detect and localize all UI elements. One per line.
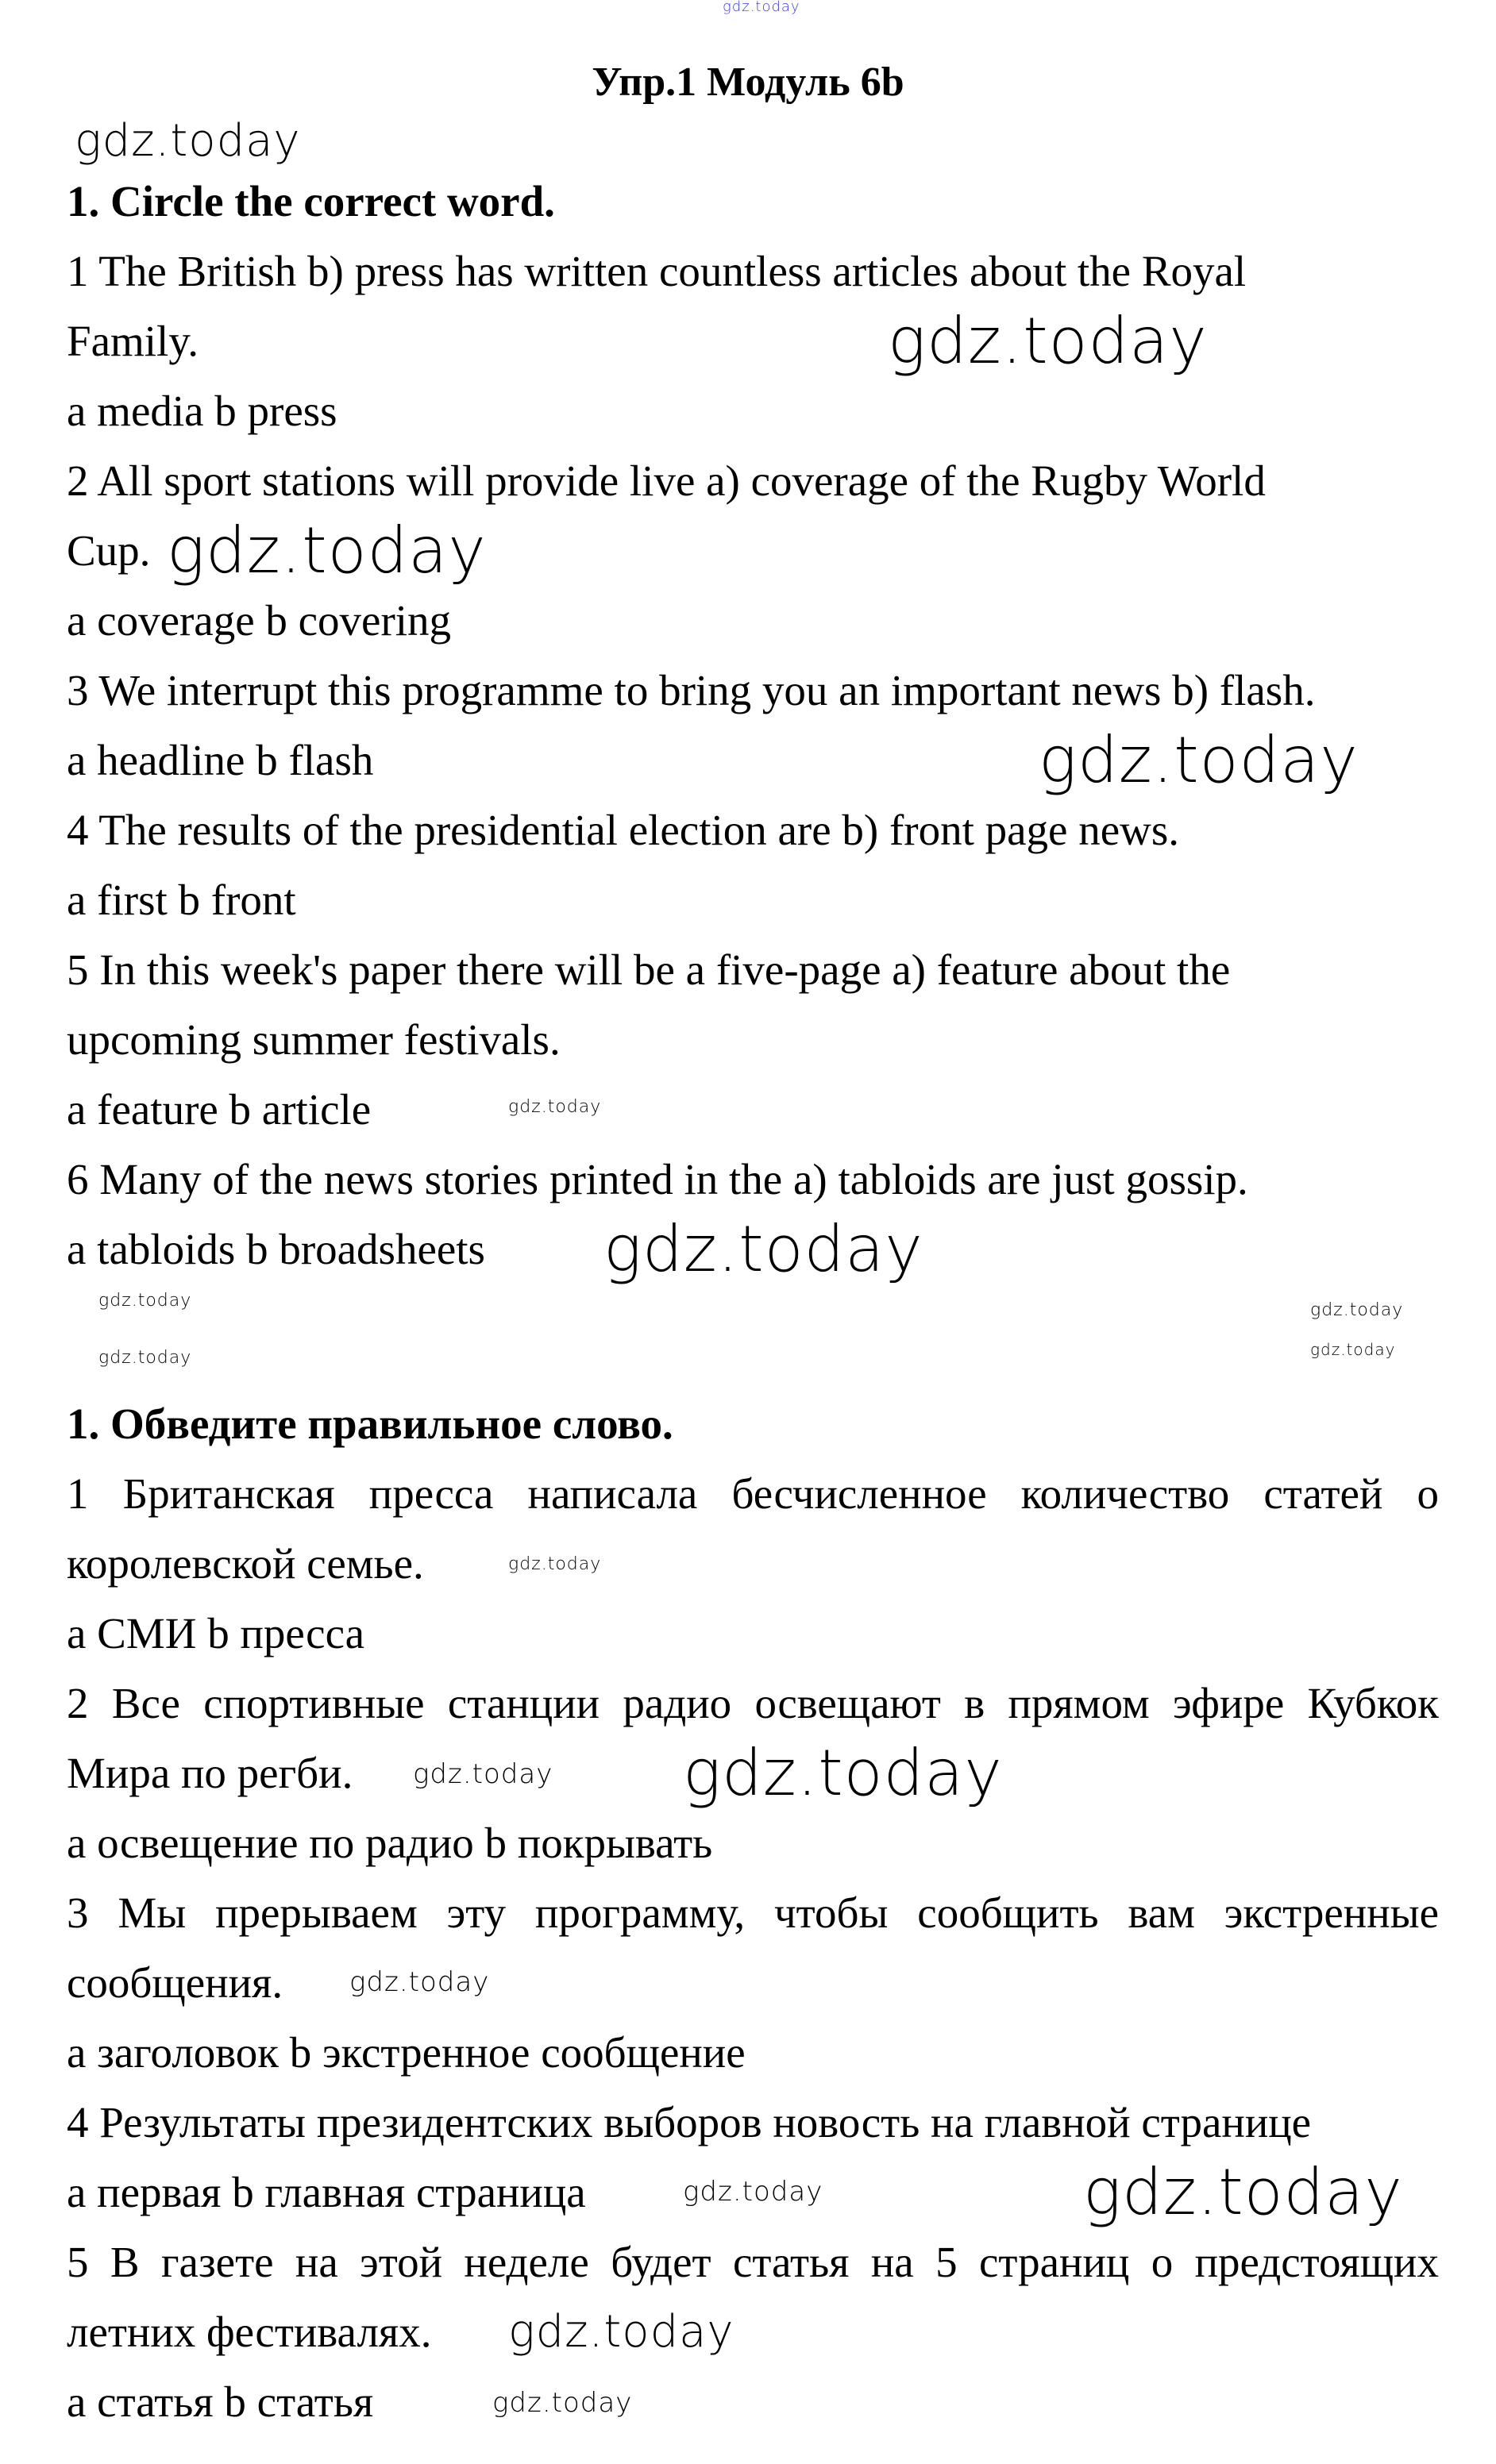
watermark: gdz.today <box>508 2306 735 2358</box>
text-line: a first b front <box>67 876 296 924</box>
text-line: a СМИ b пресса <box>67 1609 365 1657</box>
watermark: gdz.today <box>349 1966 490 1998</box>
text-line: 4 Результаты президентских выборов новость на главной странице <box>67 2098 1312 2146</box>
text-line: 4 The results of the presidential election are b) front page news. <box>67 806 1179 854</box>
text-line: a media b press <box>67 387 337 435</box>
text-line: a заголовок b экстренное сообщение <box>67 2028 746 2077</box>
text-line: 6 Many of the news stories printed in the a) tabloids are just gossip. <box>67 1155 1248 1203</box>
watermark: gdz.today <box>723 0 800 15</box>
watermark: gdz.today <box>1310 1340 1396 1359</box>
watermark: gdz.today <box>508 1097 602 1117</box>
watermark: gdz.today <box>683 2176 823 2208</box>
text-line: 5 In this week's paper there will be a five-page a) feature about the <box>67 945 1231 994</box>
text-line: a headline b flash <box>67 736 374 784</box>
text-line: 1 Британская пресса написала бесчисленное количество статей о <box>67 1469 1439 1518</box>
watermark: gdz.today <box>1083 2155 1403 2229</box>
text-line: 5 В газете на этой неделе будет статья на 5 страниц о предстоящих <box>67 2238 1439 2286</box>
text-line: 3 Мы прерываем эту программу, чтобы сообщить вам экстренные <box>67 1888 1439 1937</box>
watermark: gdz.today <box>508 1554 602 1574</box>
text-line: Cup. <box>67 526 151 575</box>
watermark: gdz.today <box>98 1348 192 1368</box>
text-line: Мира по регби. <box>67 1749 353 1797</box>
text-line: королевской семье. <box>67 1539 424 1588</box>
text-line: Family. <box>67 317 199 365</box>
text-line: a первая b главная страница <box>67 2168 586 2216</box>
watermark: gdz.today <box>603 1212 923 1286</box>
page-title: Упр.1 Модуль 6b <box>592 60 904 105</box>
watermark: gdz.today <box>492 2387 633 2419</box>
watermark: gdz.today <box>1039 723 1359 797</box>
english-heading: 1. Circle the correct word. <box>67 177 555 225</box>
watermark: gdz.today <box>888 304 1208 378</box>
text-line: 2 All sport stations will provide live a) coverage of the Rugby World <box>67 456 1266 505</box>
russian-heading: 1. Обведите правильное слово. <box>67 1399 673 1448</box>
text-line: сообщения. <box>67 1958 283 2007</box>
text-line: летних фестивалях. <box>67 2308 432 2356</box>
text-line: a coverage b covering <box>67 596 452 645</box>
watermark: gdz.today <box>167 514 487 587</box>
text-line: 1 The British b) press has written countless articles about the Royal <box>67 247 1247 295</box>
text-line: 2 Все спортивные станции радио освещают в прямом эфире Кубкок <box>67 1679 1439 1727</box>
watermark: gdz.today <box>1310 1300 1404 1320</box>
text-line: 3 We interrupt this programme to bring you an important news b) flash. <box>67 666 1316 714</box>
watermark: gdz.today <box>683 1736 1003 1810</box>
text-line: a feature b article <box>67 1085 372 1134</box>
text-line: upcoming summer festivals. <box>67 1015 561 1064</box>
watermark: gdz.today <box>75 115 301 167</box>
watermark: gdz.today <box>98 1291 192 1311</box>
text-line: a статья b статья <box>67 2377 374 2426</box>
text-line: a tabloids b broadsheets <box>67 1225 485 1273</box>
watermark: gdz.today <box>413 1758 553 1790</box>
text-line: a освещение по радио b покрывать <box>67 1819 713 1867</box>
